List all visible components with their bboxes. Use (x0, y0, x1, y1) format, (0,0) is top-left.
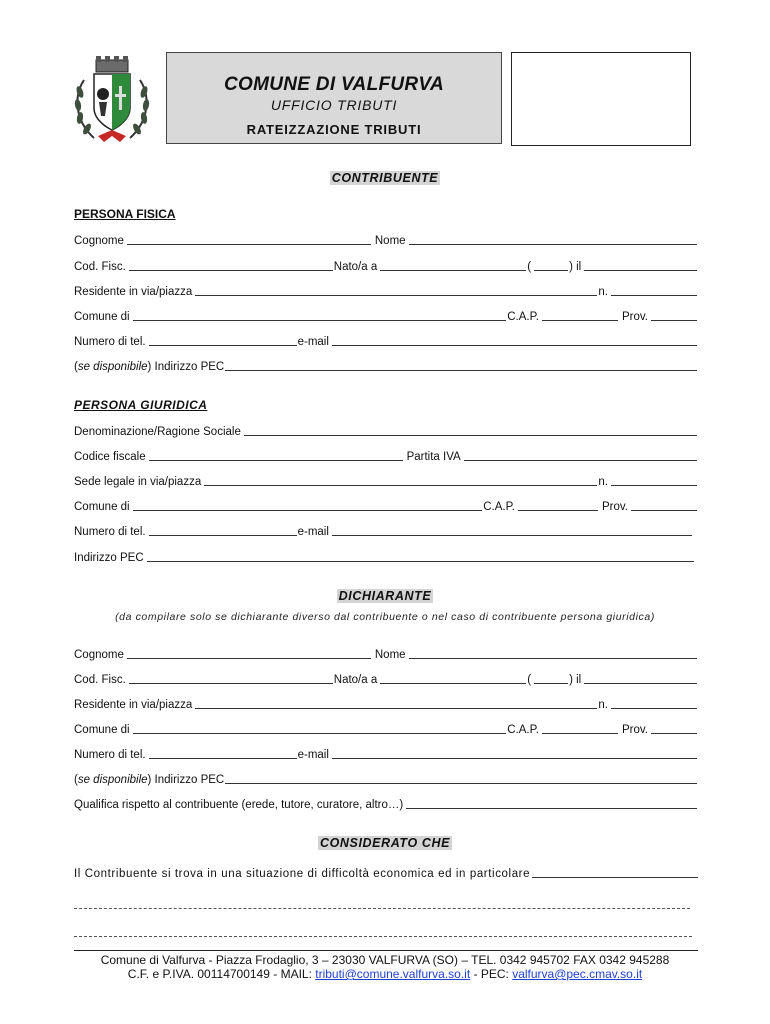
footer-cf-piva: C.F. e P.IVA. 00114700149 - MAIL: (127, 967, 316, 981)
n-label: n. (598, 286, 608, 298)
row-d-tel-email (74, 745, 698, 761)
sede-cap-label: C.A.P. (483, 501, 515, 513)
qualifica-label: Qualifica rispetto al contribuente (erede, tutore, curatore, altro…) (74, 799, 404, 811)
d-pec-label: ) Indirizzo PEC (147, 774, 225, 786)
prov-field[interactable] (651, 309, 697, 321)
row-denominazione (74, 422, 698, 438)
row-tel-email (74, 332, 698, 348)
persona-fisica-title: PERSONA FISICA (74, 207, 176, 221)
considerato-field[interactable] (532, 866, 698, 878)
section-contribuente (0, 171, 770, 185)
d-cognome-label: Cognome (74, 649, 124, 661)
pec-italic-label: se disponibile (77, 361, 148, 373)
giuridica-pec-field[interactable] (147, 550, 694, 562)
d-civico-field[interactable] (611, 697, 697, 709)
nato-field[interactable] (380, 259, 526, 271)
codice-fiscale-field[interactable] (149, 449, 403, 461)
nascita-prov-field[interactable] (534, 259, 568, 271)
footer-contacts (0, 967, 770, 981)
row-residente (74, 282, 698, 298)
row-cognome-nome (74, 231, 698, 247)
pec-label: ) Indirizzo PEC (147, 361, 225, 373)
d-il-label: ) il (569, 674, 582, 686)
d-prov-field[interactable] (651, 722, 697, 734)
giuridica-email-field[interactable] (332, 524, 692, 536)
nome-field[interactable] (409, 233, 697, 245)
sede-prov-field[interactable] (631, 499, 697, 511)
d-residente-field[interactable] (195, 697, 597, 709)
row-d-residente (74, 695, 698, 711)
denominazione-field[interactable] (244, 424, 697, 436)
footer (0, 953, 770, 981)
cognome-label: Cognome (74, 235, 124, 247)
sede-comune-label: Comune di (74, 501, 130, 513)
d-cap-label: C.A.P. (507, 724, 539, 736)
sede-cap-field[interactable] (518, 499, 598, 511)
d-cod-fisc-field[interactable] (129, 672, 333, 684)
d-residente-label: Residente in via/piazza (74, 699, 193, 711)
d-pec-field[interactable] (225, 772, 697, 784)
tel-label: Numero di tel. (74, 336, 146, 348)
row-giuridica-pec (74, 548, 698, 564)
d-nome-field[interactable] (409, 647, 697, 659)
prov-label: Prov. (622, 311, 648, 323)
d-cognome-field[interactable] (127, 647, 371, 659)
considerato-blank-line-1[interactable] (74, 908, 690, 909)
row-d-comune (74, 720, 698, 736)
nato-label: Nato/a a (333, 261, 378, 273)
sede-field[interactable] (204, 474, 597, 486)
data-nascita-field[interactable] (584, 259, 697, 271)
row-d-qualifica (74, 795, 698, 811)
pec-field[interactable] (225, 359, 697, 371)
document-subject: RATEIZZAZIONE TRIBUTI (246, 122, 422, 137)
ufficio-subtitle: UFFICIO TRIBUTI (270, 97, 398, 113)
row-codfisc-nato (74, 257, 698, 273)
giuridica-tel-label: Numero di tel. (74, 526, 146, 538)
d-prov-open-label: ( (527, 674, 532, 686)
cap-label: C.A.P. (507, 311, 539, 323)
giuridica-email-label: e-mail (297, 526, 329, 538)
dichiarante-note: (da compilare solo se dichiarante diverso dal contribuente o nel caso di contribuente persona giuridica) (115, 611, 655, 623)
footer-pec-label: - PEC: (470, 967, 513, 981)
email-field[interactable] (332, 334, 697, 346)
residente-field[interactable] (195, 284, 597, 296)
cognome-field[interactable] (127, 233, 371, 245)
qualifica-field[interactable] (406, 797, 697, 809)
cod-fisc-label: Cod. Fisc. (74, 261, 126, 273)
d-pec-italic-label: se disponibile (77, 774, 148, 786)
row-comune (74, 307, 698, 323)
section-considerato (0, 836, 770, 850)
considerato-text: Il Contribuente si trova in una situazione di difficoltà economica ed in particolare (74, 868, 531, 880)
tel-field[interactable] (149, 334, 297, 346)
section-dichiarante (0, 589, 770, 603)
row-d-pec (74, 770, 698, 786)
comune-title: COMUNE DI VALFURVA (223, 74, 445, 95)
d-data-nascita-field[interactable] (584, 672, 697, 684)
giuridica-tel-field[interactable] (149, 524, 297, 536)
d-nome-label: Nome (374, 649, 406, 661)
sede-n-label: n. (598, 476, 608, 488)
prov-open-label: ( (527, 261, 532, 273)
footer-mail-link[interactable]: tributi@comune.valfurva.so.it (315, 967, 471, 981)
d-tel-field[interactable] (149, 747, 297, 759)
row-d-codfisc-nato (74, 670, 698, 686)
partita-iva-field[interactable] (464, 449, 697, 461)
comune-label: Comune di (74, 311, 130, 323)
pec-open-label: ( (74, 361, 78, 373)
giuridica-pec-label: Indirizzo PEC (74, 552, 144, 564)
email-label: e-mail (297, 336, 329, 348)
d-nascita-prov-field[interactable] (534, 672, 568, 684)
d-comune-label: Comune di (74, 724, 130, 736)
denominazione-label: Denominazione/Ragione Sociale (74, 426, 241, 438)
sede-label: Sede legale in via/piazza (74, 476, 202, 488)
footer-pec-link[interactable]: valfurva@pec.cmav.so.it (512, 967, 643, 981)
protocol-stamp-box (511, 52, 691, 146)
nome-label: Nome (374, 235, 406, 247)
row-d-cognome-nome (74, 645, 698, 661)
d-comune-field[interactable] (133, 722, 507, 734)
cap-field[interactable] (542, 309, 618, 321)
section-contribuente-title: CONTRIBUENTE (331, 171, 439, 185)
codice-fiscale-label: Codice fiscale (74, 451, 146, 463)
section-dichiarante-title: DICHIARANTE (338, 589, 432, 603)
d-nato-field[interactable] (380, 672, 526, 684)
d-tel-label: Numero di tel. (74, 749, 146, 761)
row-considerato (74, 866, 698, 880)
d-email-field[interactable] (332, 747, 697, 759)
sede-prov-label: Prov. (602, 501, 628, 513)
d-cap-field[interactable] (542, 722, 618, 734)
cod-fisc-field[interactable] (129, 259, 333, 271)
row-sede-comune (74, 497, 698, 513)
footer-address: Comune di Valfurva - Piazza Frodaglio, 3 – 23030 VALFURVA (SO) – TEL. 0342 945702 FAX 0342 945288 (100, 953, 670, 967)
comune-field[interactable] (133, 309, 507, 321)
il-label: ) il (569, 261, 582, 273)
d-pec-open-label: ( (74, 774, 78, 786)
row-pec (74, 357, 698, 373)
row-codice-fiscale (74, 447, 698, 463)
row-giuridica-tel (74, 522, 698, 538)
sede-comune-field[interactable] (133, 499, 483, 511)
row-sede (74, 472, 698, 488)
footer-divider (74, 950, 698, 951)
d-nato-label: Nato/a a (333, 674, 378, 686)
coat-of-arms-icon (70, 50, 154, 148)
d-prov-label: Prov. (622, 724, 648, 736)
d-cod-fisc-label: Cod. Fisc. (74, 674, 126, 686)
d-n-label: n. (598, 699, 608, 711)
civico-field[interactable] (611, 284, 697, 296)
title-box (166, 52, 502, 144)
section-considerato-title: CONSIDERATO CHE (319, 836, 451, 850)
residente-label: Residente in via/piazza (74, 286, 193, 298)
partita-iva-label: Partita IVA (406, 451, 461, 463)
persona-giuridica-title: PERSONA GIURIDICA (74, 398, 208, 412)
considerato-blank-line-2[interactable] (74, 936, 692, 937)
sede-civico-field[interactable] (611, 474, 697, 486)
d-email-label: e-mail (297, 749, 329, 761)
